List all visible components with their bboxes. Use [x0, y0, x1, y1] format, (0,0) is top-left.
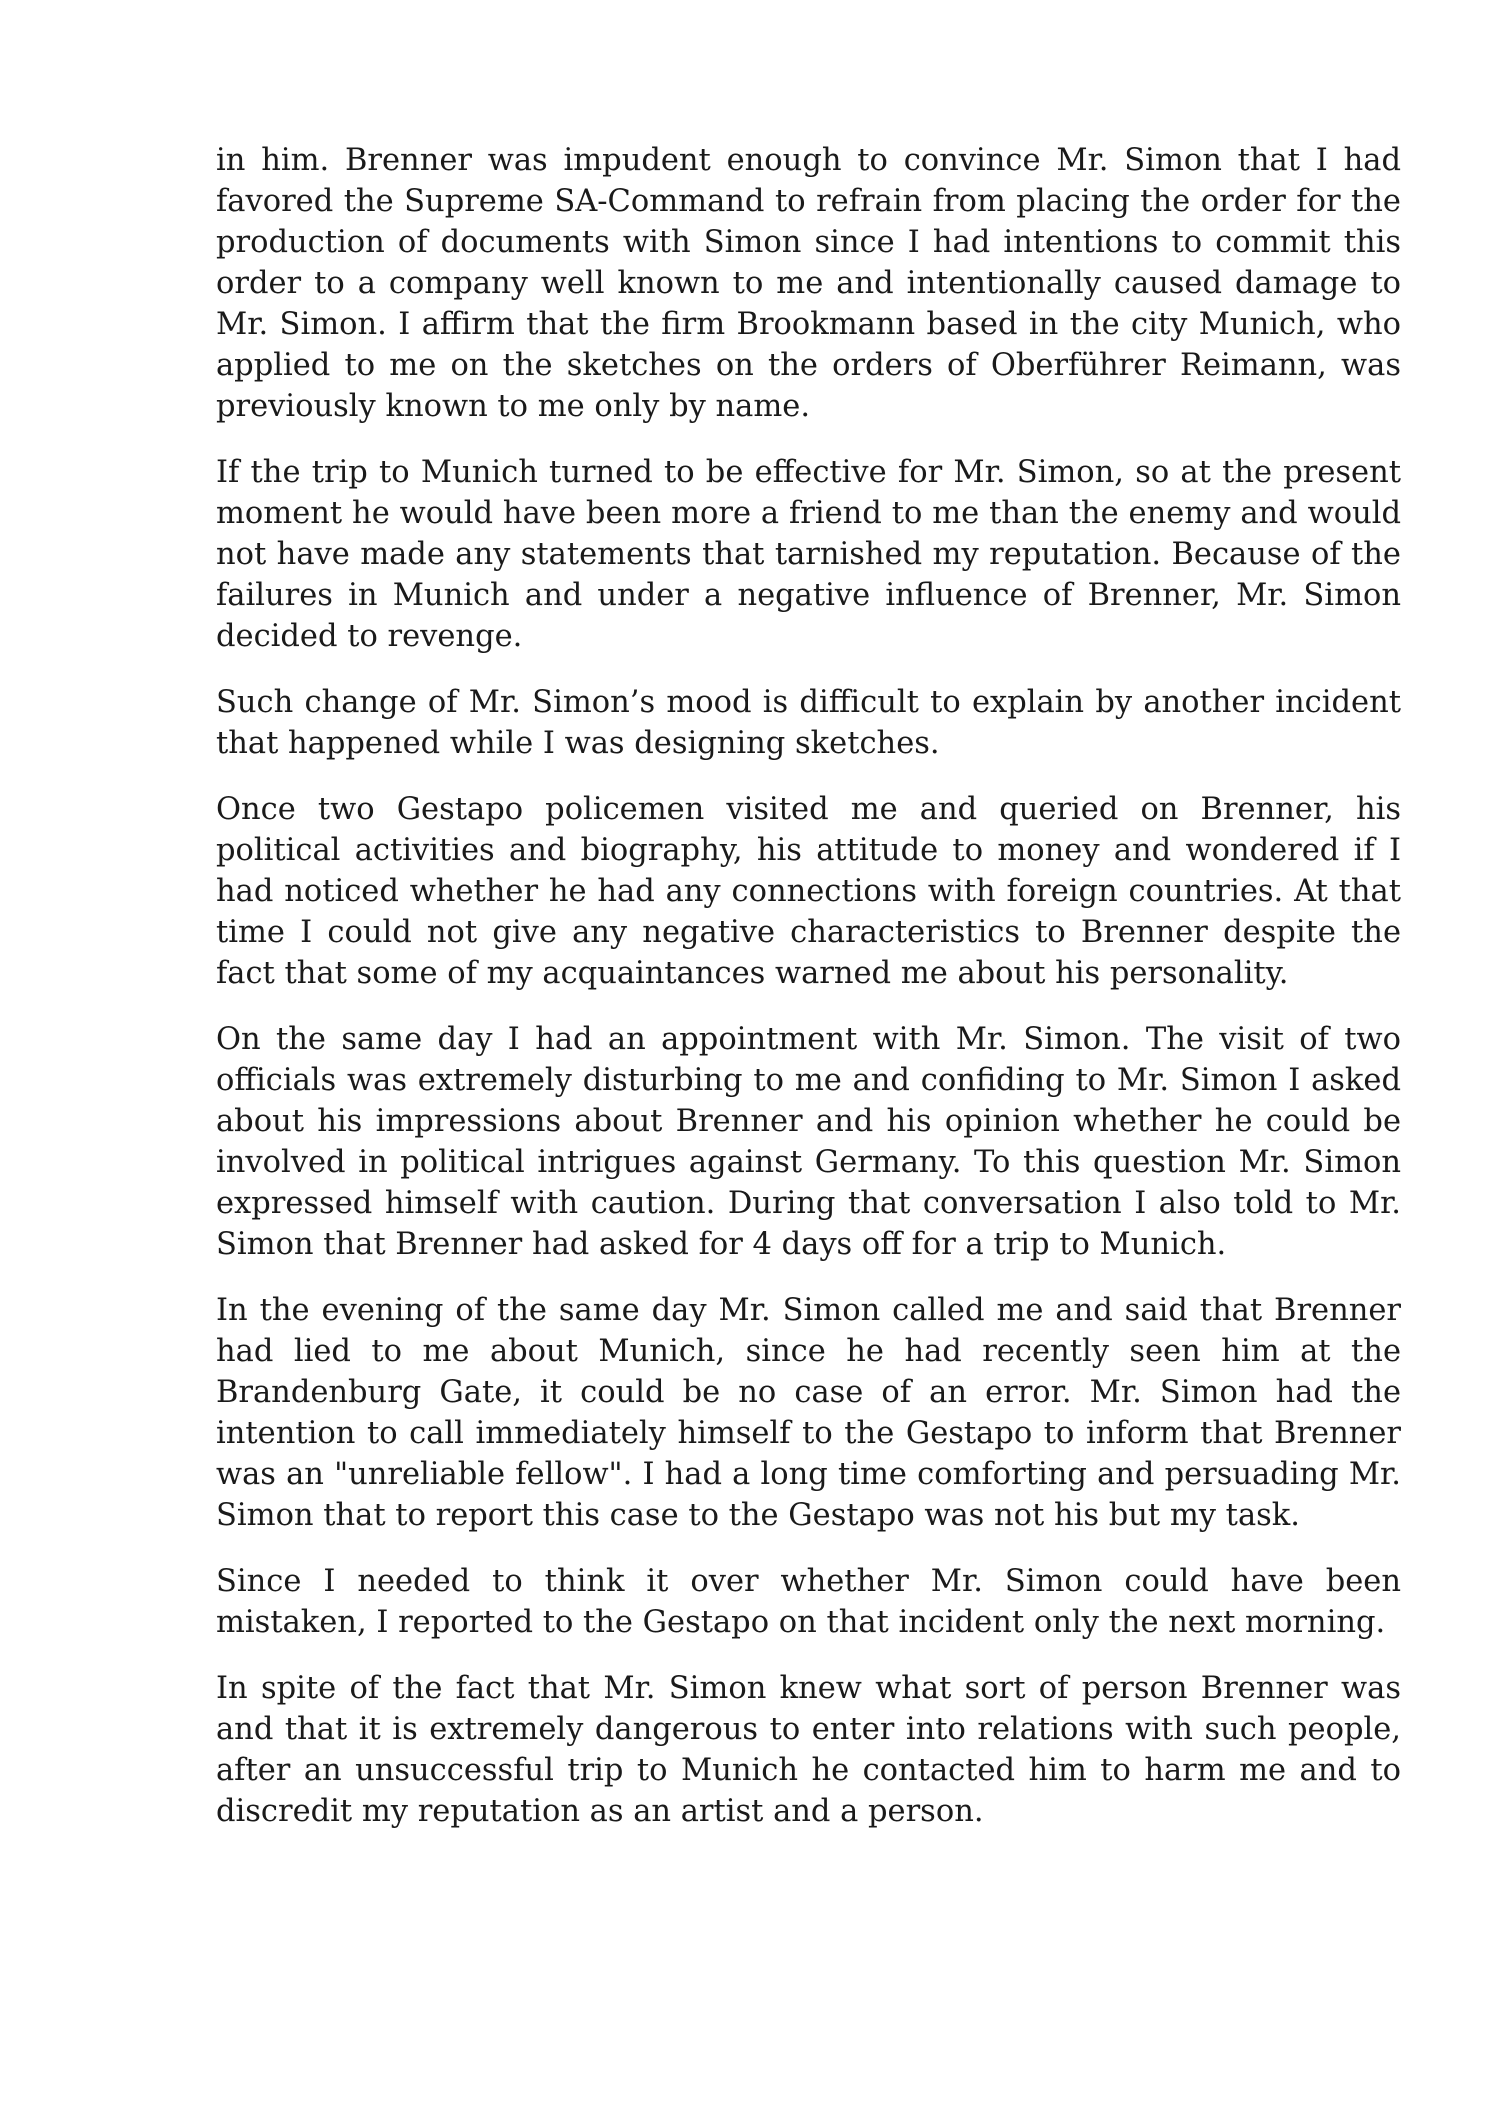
paragraph-1: in him. Brenner was impudent enough to convince Mr. Simon that I had favored the Supreme SA-Command to refrain from placing the order for the production of documents with Simon since I had intentions to commit this order to a company well known to me and intentionally caused damage to Mr. Simon. I affirm that the firm Brookmann based in the city Munich, who applied to me on the sketches on the orders of Oberführer Reimann, was previously known to me only by name. [216, 143, 1401, 424]
paragraph-7: Since I needed to think it over whether Mr. Simon could have been mistaken, I reported to the Gestapo on that incident only the next morning. [216, 1564, 1401, 1640]
paragraph-2: If the trip to Munich turned to be effective for Mr. Simon, so at the present moment he would have been more a friend to me than the enemy and would not have made any statements that tarnished my reputation. Because of the failures in Munich and under a negative influence of Brenner, Mr. Simon decided to revenge. [216, 455, 1401, 654]
paragraph-6: In the evening of the same day Mr. Simon called me and said that Brenner had lied to me about Munich, since he had recently seen him at the Brandenburg Gate, it could be no case of an error. Mr. Simon had the intention to call immediately himself to the Gestapo to inform that Brenner was an "unreliable fellow". I had a long time comforting and persuading Mr. Simon that to report this case to the Gestapo was not his but my task. [216, 1293, 1401, 1533]
paragraph-8: In spite of the fact that Mr. Simon knew what sort of person Brenner was and that it is extremely dangerous to enter into relations with such people, after an unsuccessful trip to Munich he contacted him to harm me and to discredit my reputation as an artist and a person. [216, 1671, 1401, 1829]
document-page [216, 140, 1401, 1857]
paragraph-4: Once two Gestapo policemen visited me and queried on Brenner, his political activities and biography, his attitude to money and wondered if I had noticed whether he had any connections with foreign countries. At that time I could not give any negative characteristics to Brenner despite the fact that some of my acquaintances warned me about his personality. [216, 792, 1401, 991]
paragraph-3: Such change of Mr. Simon’s mood is difficult to explain by another incident that happened while I was designing sketches. [216, 685, 1401, 761]
paragraph-5: On the same day I had an appointment with Mr. Simon. The visit of two officials was extremely disturbing to me and confiding to Mr. Simon I asked about his impressions about Brenner and his opinion whether he could be involved in political intrigues against Germany. To this question Mr. Simon expressed himself with caution. During that conversation I also told to Mr. Simon that Brenner had asked for 4 days off for a trip to Munich. [216, 1022, 1401, 1262]
